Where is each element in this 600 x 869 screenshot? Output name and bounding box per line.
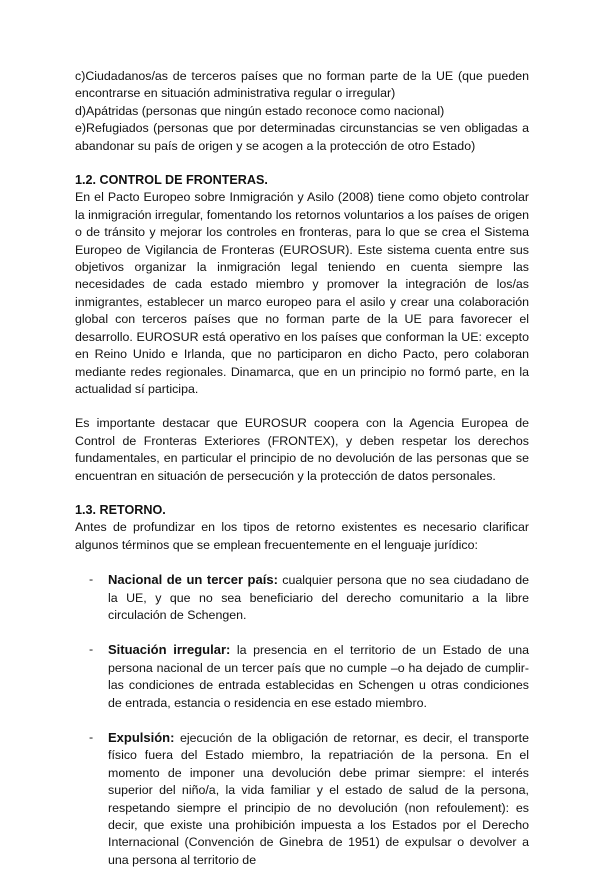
list-item-d: d)Apátridas (personas que ningún estado reconoce como nacional) bbox=[75, 103, 445, 118]
bullet-dash: - bbox=[89, 730, 94, 744]
definition-term: Situación irregular: bbox=[108, 642, 231, 658]
list-item-c: c)Ciudadanos/as de terceros países que no forman parte de la UE (que pueden encontrarse en situación administrativa regular o irregular) bbox=[75, 69, 529, 101]
paragraph-eurosur: En el Pacto Europeo sobre Inmigración y Asilo (2008) tiene como objeto controlar la inmigración irregular, fomentando los retornos voluntarios a los países de origen o de tránsito y mejorar los controles en fronteras, para lo que se crea el Sistema Europeo de Vigilancia de Fronteras (EUROSUR). Este sistema cuenta entre sus objetivos organizar la inmigración legal teniendo en cuenta siempre las necesidades de cada estado miembro y promover la integración de los/as inmigrantes, establecer un marco europeo para el asilo y crear una colaboración global con terceros países que no forman parte de la UE para favorecer el desarrollo. EUROSUR está operativo en los países que conforman la UE: excepto en Reino Unido e Irlanda, que no participaron en dicho Pacto, pero colaboran mediante redes regionales. Dinamarca, que en un principio no formó parte, en la actualidad sí participa. bbox=[75, 190, 529, 396]
list-item-e: e)Refugiados (personas que por determinadas circunstancias se ven obligadas a abandonar su país de origen y se acogen a la protección de otro Estado) bbox=[75, 121, 529, 153]
section-heading-control-fronteras: 1.2. CONTROL DE FRONTERAS. bbox=[75, 173, 268, 188]
section-heading-retorno: 1.3. RETORNO. bbox=[75, 502, 166, 517]
definition-text: la presencia en el territorio de un Estado de una persona nacional de un tercer país que no cumple –o ha dejado de cumplir- las condiciones de entrada establecidas en Schengen u otras condiciones de entrada, estancia o residencia en ese estado miembro. bbox=[108, 643, 529, 710]
definition-text: cualquier persona que no sea ciudadano de la UE, y que no sea beneficiario del derecho comunitario a la libre circulación de Schengen. bbox=[108, 573, 529, 622]
definition-item bbox=[75, 571, 529, 624]
definition-term: Nacional de un tercer país: bbox=[108, 572, 278, 588]
paragraph-retorno-intro: Antes de profundizar en los tipos de retorno existentes es necesario clarificar algunos términos que se emplean frecuentemente en el lenguaje jurídico: bbox=[75, 520, 529, 552]
definition-item bbox=[75, 729, 529, 869]
bullet-dash: - bbox=[89, 572, 94, 587]
paragraph-frontex: Es importante destacar que EUROSUR coopera con la Agencia Europea de Control de Fronteras Exteriores (FRONTEX), y deben respetar los derechos fundamentales, en particular el principio de no devolución de las personas que se encuentran en situación de persecución y la protección de datos personales. bbox=[75, 416, 529, 483]
definition-text: ejecución de la obligación de retornar, es decir, el transporte físico fuera del Estado miembro, la repatriación de la persona. En el momento de imponer una devolución debe primar siempre: el interés superior del niño/a, la vida familiar y el estado de salud de la persona, respetando siempre el principio de no devolución (non refoulement): es decir, que existe una prohibición impuesta a los Estados por el Derecho Internacional (Convención de Ginebra de 1951) de expulsar o devolver a una persona al territorio de bbox=[108, 731, 529, 867]
definition-term: Expulsión: bbox=[108, 730, 175, 745]
bullet-dash: - bbox=[89, 642, 94, 657]
definition-item bbox=[75, 641, 529, 712]
document-page bbox=[75, 68, 529, 869]
